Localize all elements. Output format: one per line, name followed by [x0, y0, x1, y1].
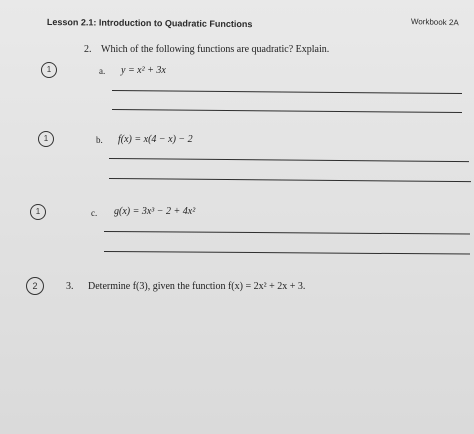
part-a-expression: y = x² + 3x — [121, 65, 166, 76]
part-c-expression: g(x) = 3x³ − 2 + 4x² — [114, 206, 196, 217]
answer-line[interactable] — [109, 158, 469, 162]
part-c-letter: c. — [91, 208, 98, 218]
part-b-letter: b. — [96, 135, 103, 145]
question-2-number: 2. — [84, 44, 92, 55]
answer-line[interactable] — [104, 231, 470, 235]
answer-line[interactable] — [112, 109, 462, 113]
question-3-prompt: Determine f(3), given the function f(x) = 2x² + 2x + 3. — [88, 281, 306, 292]
answer-line[interactable] — [104, 251, 470, 255]
question-3-number: 3. — [66, 281, 74, 292]
answer-line[interactable] — [109, 178, 471, 182]
part-b-expression: f(x) = x(4 − x) − 2 — [118, 134, 193, 145]
workbook-label: Workbook 2A — [410, 17, 459, 28]
points-badge-2a: 1 — [41, 62, 57, 78]
points-badge-2b: 1 — [38, 131, 54, 147]
answer-line[interactable] — [112, 90, 462, 94]
points-badge-3: 2 — [26, 277, 44, 295]
question-2-prompt: Which of the following functions are quadratic? Explain. — [101, 44, 330, 55]
lesson-title: Lesson 2.1: Introduction to Quadratic Functions — [46, 17, 253, 30]
points-badge-2c: 1 — [30, 204, 46, 220]
part-a-letter: a. — [99, 66, 106, 76]
